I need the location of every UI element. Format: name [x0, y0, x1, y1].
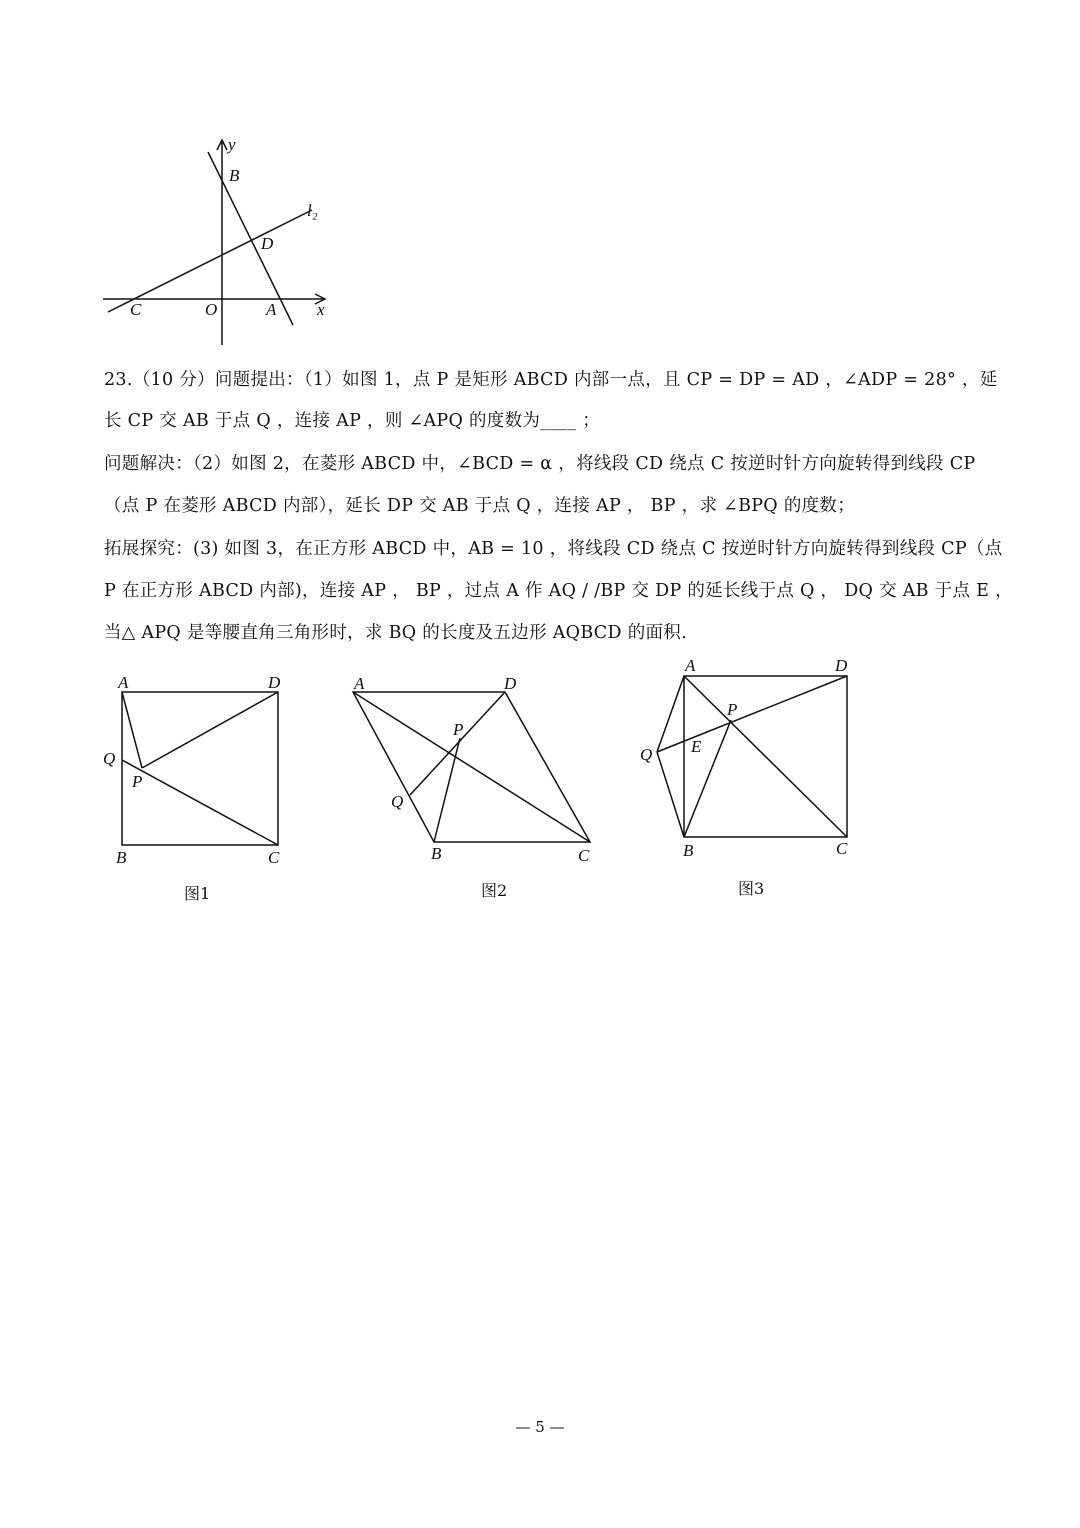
question-line-3: 问题解决：（2）如图 2，在菱形 ABCD 中，∠BCD = α ，将线段 CD 绕点 C 按逆时针方向旋转得到线段 CP: [104, 454, 976, 474]
fig1-caption: 图1: [184, 884, 211, 903]
fig3-label-P: P: [727, 700, 738, 719]
fig2-label-Q: Q: [391, 792, 404, 811]
question-line-2: 长 CP 交 AB 于点 Q ，连接 AP ，则 ∠APQ 的度数为____ ；: [104, 411, 601, 431]
label-x: x: [317, 300, 325, 319]
label-O: O: [205, 300, 218, 319]
label-B: B: [229, 166, 240, 185]
fig2-label-B: B: [431, 844, 442, 863]
fig3-label-D: D: [835, 656, 848, 675]
question-line-6: P 在正方形 ABCD 内部)，连接 AP ， BP ，过点 A 作 AQ / /BP 交 DP 的延长线于点 Q ， DQ 交 AB 于点 E ，: [104, 581, 1013, 601]
fig3-label-C: C: [836, 839, 848, 858]
question-line-5: 拓展探究：(3) 如图 3，在正方形 ABCD 中，AB = 10 ，将线段 CD 绕点 C 按逆时针方向旋转得到线段 CP（点: [104, 539, 1003, 559]
fig3-label-B: B: [683, 841, 694, 860]
fig1-label-D: D: [268, 673, 281, 692]
line-l2: [108, 210, 312, 312]
page-number: — 5 —: [515, 1418, 565, 1436]
fig3-caption: 图3: [738, 879, 765, 898]
fig2-label-D: D: [504, 674, 517, 693]
label-D: D: [261, 234, 274, 253]
fig1-label-A: A: [118, 673, 129, 692]
label-y: y: [228, 135, 236, 154]
fig2-caption: 图2: [481, 881, 508, 900]
label-C: C: [130, 300, 142, 319]
coordinate-graph: [103, 135, 325, 345]
figure-1: [103, 673, 281, 903]
fig2-label-A: A: [354, 674, 365, 693]
fig1-label-B: B: [116, 848, 127, 867]
question-line-1: 23.（10 分）问题提出：（1）如图 1，点 P 是矩形 ABCD 内部一点，且 CP = DP = AD ，∠ADP = 28° ，延: [104, 370, 998, 390]
fig3-label-A: A: [685, 656, 696, 675]
question-line-7: 当△ APQ 是等腰直角三角形时，求 BQ 的长度及五边形 AQBCD 的面积.: [104, 623, 687, 643]
fig1-label-C: C: [268, 848, 280, 867]
figure-2: [353, 674, 590, 900]
fig1-label-Q: Q: [103, 749, 116, 768]
label-l2: l₂: [307, 201, 318, 220]
fig3-label-Q: Q: [640, 745, 653, 764]
label-A: A: [266, 300, 277, 319]
fig2-label-P: P: [453, 720, 464, 739]
fig2-label-C: C: [578, 846, 590, 865]
question-line-4: （点 P 在菱形 ABCD 内部），延长 DP 交 AB 于点 Q ，连接 AP ， BP ，求 ∠BPQ 的度数；: [104, 496, 856, 516]
fig1-label-P: P: [132, 772, 143, 791]
figure-3: [640, 656, 848, 898]
fig3-label-E: E: [691, 737, 702, 756]
